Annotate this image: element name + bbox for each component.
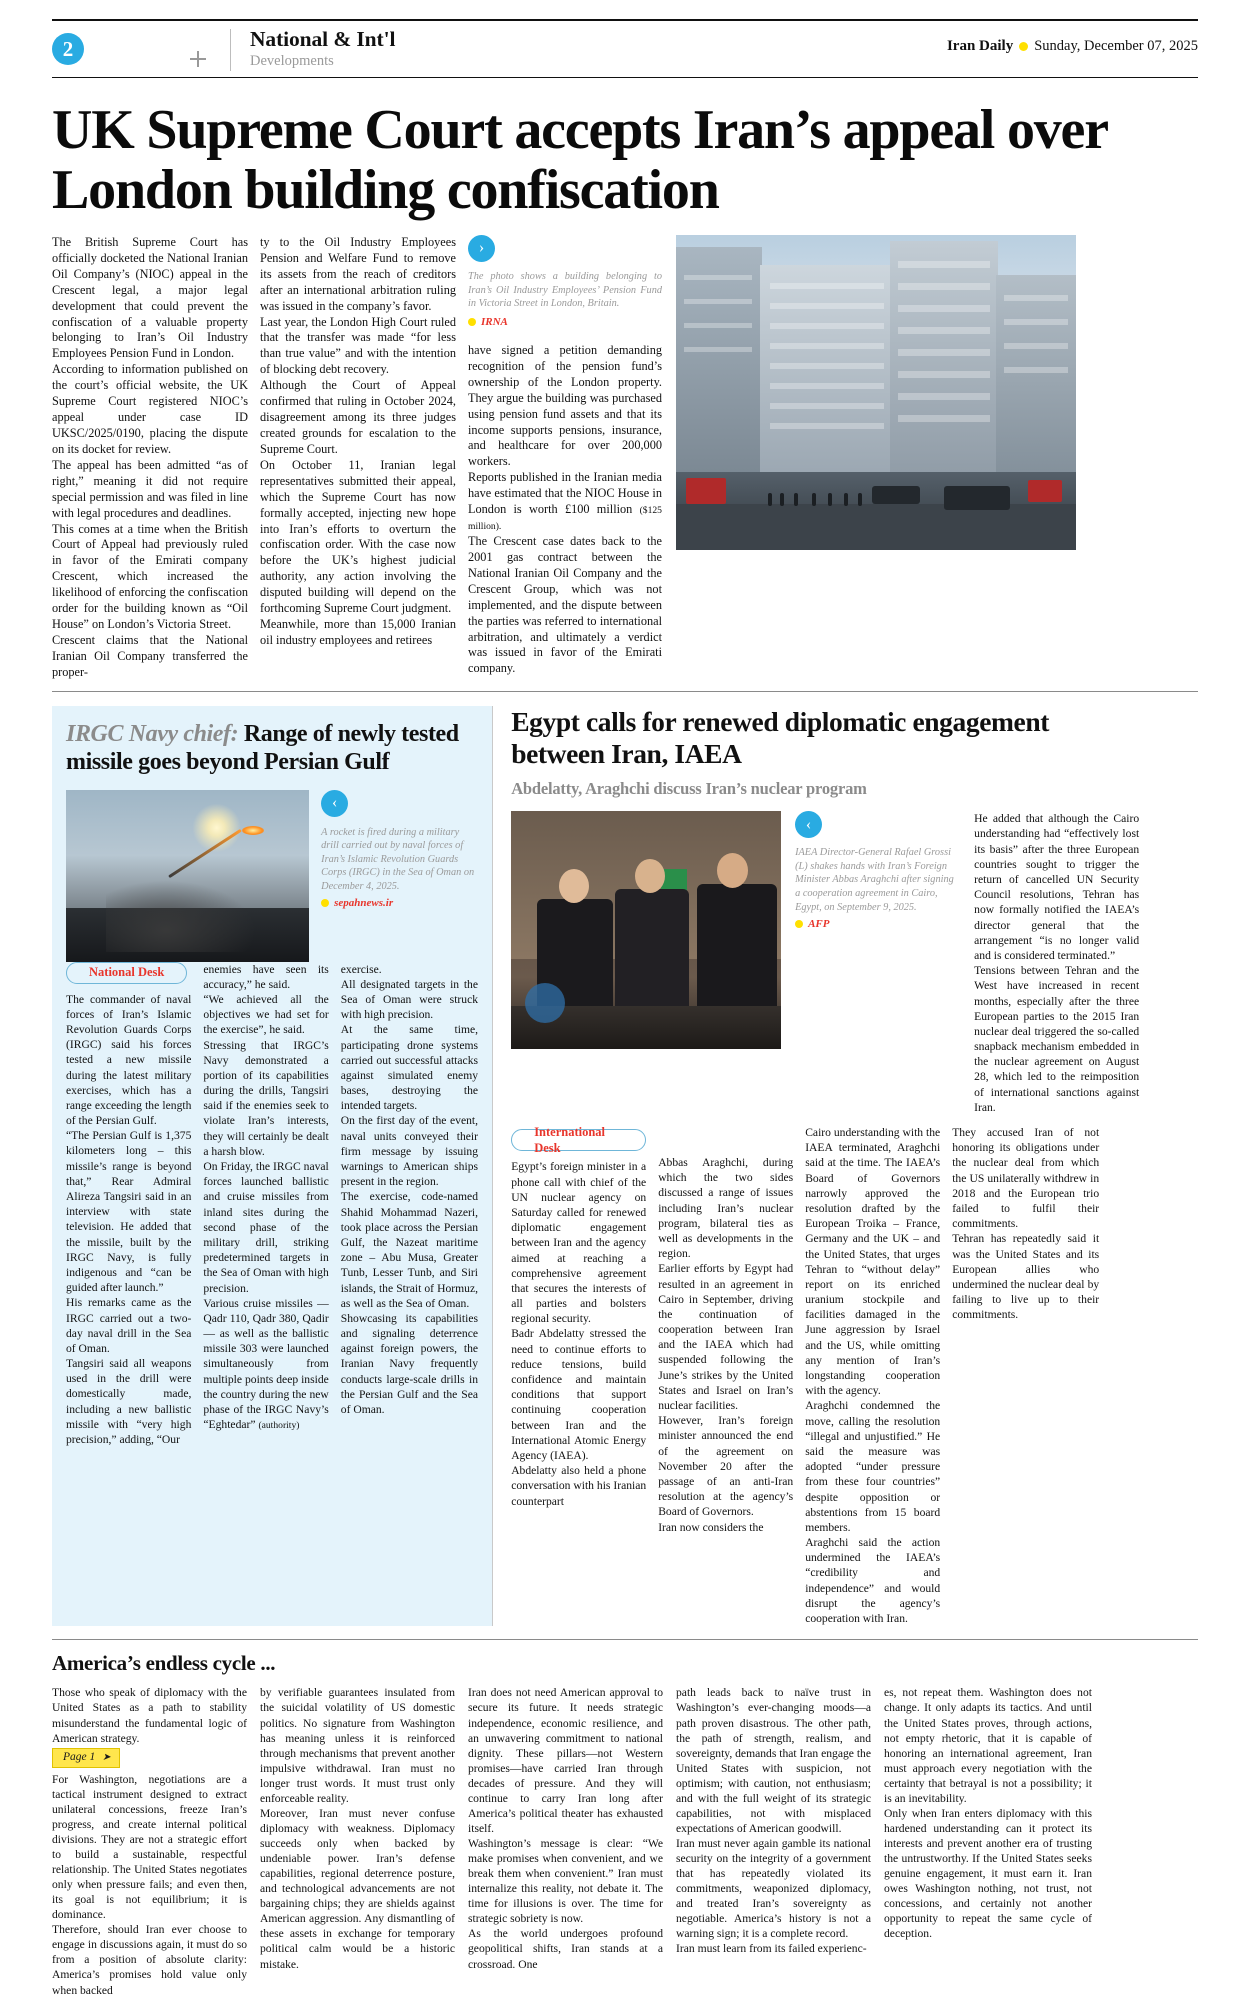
lead-article-body xyxy=(52,235,1198,681)
chevron-right-icon[interactable]: › xyxy=(468,235,495,262)
paragraph: On the first day of the event, naval units conveyed their firm message by issuing warnings to American ships present in the region. xyxy=(340,1114,479,1189)
chevron-left-icon[interactable]: ‹ xyxy=(321,790,348,817)
mid-section xyxy=(52,706,1198,1626)
egypt-subheadline: Abdelatty, Araghchi discuss Iran’s nuclear program xyxy=(511,779,867,799)
paragraph: “The Persian Gulf is 1,375 kilometers long – this missile’s range is beyond that,” Rear Admiral Alireza Tangsiri said in an interview with state television. He added that the missile, built by the IRGC Navy, is fully indigenous and “can be guided after launch.” xyxy=(66,1129,192,1295)
opinion-columns xyxy=(52,1685,1198,1997)
paragraph: Tehran has repeatedly said it was the United States and its European allies who undermined the nuclear deal by failing to live up to their commitments. xyxy=(952,1232,1100,1322)
paragraph: The exercise, code-named Shahid Mohammad Nazeri, took place across the Persian Gulf, the Nazeat maritime zone – Abu Musa, Greater Tunb, Lesser Tunb, and Siri islands, the Strait of Hormuz, as well as the Sea of Oman. xyxy=(340,1190,479,1310)
masthead-brand-date xyxy=(947,38,1198,55)
irgc-columns xyxy=(66,962,478,1448)
paragraph: exercise. xyxy=(340,962,382,976)
egypt-columns xyxy=(511,1125,1139,1626)
paragraph: As the world undergoes profound geopolitical shifts, Iran stands at a crossroad. One xyxy=(468,1927,663,1971)
paragraph: At the same time, participating drone systems carried out successful attacks against simulated enemy bases, destroying the intended targets. xyxy=(340,1023,479,1113)
paragraph: Earlier efforts by Egypt had resulted in an agreement in Cairo in September, driving the continuation of cooperation between Iran and the IAEA which had suspended following the June’s strikes by the United States and Israel on Iran’s nuclear facilities. xyxy=(658,1262,794,1413)
egypt-photo xyxy=(511,811,781,1049)
paragraph: The appeal has been admitted “as of right,” meaning it did not require special permission and was filed in line with legal procedures and deadlines. xyxy=(52,457,248,520)
opinion-column-2 xyxy=(260,1685,468,1997)
masthead-divider xyxy=(230,29,231,71)
opinion-column-1 xyxy=(52,1685,260,1997)
masthead xyxy=(52,19,1198,78)
paragraph: Those who speak of diplomacy with the United States as a path to stability misunderstand the fundamental logic of American strategy. xyxy=(52,1686,247,1745)
yellow-dot-icon xyxy=(468,318,476,326)
paragraph: Egypt’s foreign minister in a phone call with chief of the UN nuclear agency on Saturday called for renewed diplomatic engagement between Iran and the agency aimed at reaching a comprehensive agreement that secures the interests of all parties and bolsters regional security. xyxy=(511,1160,647,1326)
egypt-caption-block xyxy=(795,811,960,1115)
page-reference-badge[interactable] xyxy=(52,1748,120,1768)
paragraph: Stressing that IRGC’s Navy demonstrated a portion of its capabilities during the drills, Tangsiri said if the enemies seek to violate Iran’s interests, they will certainly be dealt a harsh blow. xyxy=(203,1038,329,1158)
paragraph: However, Iran’s foreign minister announced the end of the agreement on November 20 after the passage of an anti-Iran resolution at the agency’s Board of Governors. xyxy=(658,1414,794,1519)
lead-column-1 xyxy=(52,235,260,681)
paragraph: Iran now considers the xyxy=(658,1520,764,1534)
newspaper-page xyxy=(0,19,1250,1997)
section-title: National & Int'l xyxy=(250,27,396,51)
lead-photo-image xyxy=(676,235,1076,550)
paragraph: Showcasing its capabilities and signaling deterrence against foreign powers, the Iranian Navy frequently conducts large-scale drills in the Persian Gulf and the Sea of Oman. xyxy=(340,1311,479,1416)
paragraph: Moreover, Iran must never confuse diplomacy with weakness. Diplomacy succeeds only when backed by undeniable power. Iran’s defense capabilities, regional deterrence posture, and technological advancements are not bargaining chips; they are shields against American aggression. Any dismantling of these assets in exchange for temporary political calm would be a historic mistake. xyxy=(260,1806,455,1971)
paragraph: Tangsiri said all weapons used in the drill were domestically made, including a new ballistic missile with “very high precision,” adding, “Our xyxy=(66,1357,192,1446)
paragraph: Last year, the London High Court ruled that the transfer was made “for less than true value” and with the intention of blocking debt recovery. xyxy=(260,314,456,377)
paragraph: Only when Iran enters diplomacy with this hardened understanding can it protect its interests and prevent another era of trusting the untrustworthy. If the United States seeks genuine engagement, it must earn it. Iran owes Washington nothing, not trust, not concessions, and certainly not another opportunity to repeat the same cycle of deception. xyxy=(884,1806,1092,1941)
paragraph: According to information published on the court’s official website, the UK Supreme Court registered NIOC’s appeal under case ID UKSC/2025/0190, placing the dispute on its docket for review. xyxy=(52,362,248,456)
opinion-headline: America’s endless cycle ... xyxy=(52,1651,276,1676)
egypt-col4-top xyxy=(974,811,1139,1115)
egypt-column-1 xyxy=(511,1125,658,1626)
paragraph: Cairo understanding with the IAEA terminated, Araghchi said at the time. The IAEA’s Board of Governors narrowly approved the resolution drafted by the European Troika – France, Germany and the UK – and the United States, that urges Tehran to “without delay” report on its enriched uranium stockpile and facilities damaged in the June aggression by Israel and the US, while omitting any mention of Iran’s longstanding cooperation with the agency. xyxy=(805,1126,941,1398)
paragraph: On October 11, Iranian legal representatives submitted their appeal, which the Supreme Court has now formally accepted, injecting new hope into Iran’s efforts to overturn the confiscation order. With the case now before the UK’s highest judicial authority, any action involving the disputed building will depend on the forthcoming Supreme Court judgment. xyxy=(260,457,456,616)
lead-column-2 xyxy=(260,235,468,681)
irgc-kicker: IRGC Navy chief: xyxy=(66,720,239,747)
paragraph: Araghchi said the action undermined the IAEA’s “credibility and independence” and would disrupt the agency’s cooperation with Iran. xyxy=(805,1536,941,1626)
paragraph: The British Supreme Court has officially docketed the National Iranian Oil Company’s (NIOC) appeal in the Crescent legal, a major legal development that could prevent the confiscation of a valuable property belonging to Iran’s Oil Industry Employees Pension Fund in London. xyxy=(52,234,248,361)
yellow-dot-icon xyxy=(1019,42,1028,51)
paragraph: He added that although the Cairo understanding had “effectively lost its basis” after the three European countries sought to trigger the return of cancelled UN Security Council resolutions, Tehran has now formally notified the IAEA’s director general that the arrangement “is no longer valid and is considered terminated.” xyxy=(974,812,1140,962)
egypt-column-3 xyxy=(805,1125,952,1626)
egypt-column-2 xyxy=(658,1125,805,1626)
chevron-right-icon: ➤ xyxy=(102,1752,111,1764)
credit-label: IRNA xyxy=(481,315,508,328)
paragraph: Araghchi condemned the move, calling the resolution “illegal and unjustified.” He said the measure was adopted “under pressure from these four countries” despite opposition or abstentions from 15 board members. xyxy=(805,1399,941,1534)
egypt-article xyxy=(493,706,1139,1626)
irgc-article xyxy=(52,706,492,1626)
paragraph: ty to the Oil Industry Employees Pension and Welfare Fund to remove its assets from the reach of creditors after an international arbitration ruling was issued in the company’s favor. xyxy=(260,234,456,313)
irgc-caption-block xyxy=(321,790,478,962)
irgc-column-3 xyxy=(341,962,478,1448)
masthead-rule-top xyxy=(52,19,1198,21)
opinion-column-3 xyxy=(468,1685,676,1997)
paragraph xyxy=(203,1296,328,1433)
lead-photo-caption: The photo shows a building belonging to Iran’s Oil Industry Employees’ Pension Fund in Victoria Street in London, Britain. xyxy=(468,270,662,310)
paragraph: Meanwhile, more than 15,000 Iranian oil industry employees and retirees xyxy=(260,617,456,647)
paragraph: Iran does not need American approval to secure its future. It needs strategic independence, economic resilience, and an unwavering commitment to national dignity. These pillars—not Western promises—have carried Iran through decades of pressure. And they will continue to carry Iran long after America’s political theater has exhausted itself. xyxy=(468,1686,663,1835)
paragraph: All designated targets in the Sea of Oman were struck with high precision. xyxy=(340,977,479,1022)
paragraph-text: Various cruise missiles — Qadr 110, Qadr 380, Qadir — as well as the ballistic missile 303 were launched simultaneously from multiple points deep inside the country during the new phase of the IRGC Navy’s “Eghtedar” xyxy=(203,1296,329,1432)
paragraph: enemies have seen its accuracy,” he said. xyxy=(203,962,329,991)
paragraph: Badr Abdelatty stressed the need to continue efforts to reduce tensions, build confidence and maintain conditions that support continuing cooperation between Iran and the International Atomic Energy Agency (IAEA). xyxy=(511,1327,647,1462)
paragraph: They accused Iran of not honoring its obligations under the nuclear deal from which the US unilaterally withdrew in 2018 and the European trio failed to fulfil their commitments. xyxy=(952,1126,1100,1231)
issue-date: Sunday, December 07, 2025 xyxy=(1034,38,1198,54)
paragraph: by verifiable guarantees insulated from the suicidal volatility of US domestic politics. No signature from Washington has meaning unless it is reinforced through mechanisms that prevent another impulsive withdrawal. Iran must no longer trust words. It must trust only enforceable reality. xyxy=(260,1686,455,1805)
paragraph-text: Reports published in the Iranian media have estimated that the NIOC House in London is worth £100 million xyxy=(468,470,662,517)
egypt-photo-caption: IAEA Director-General Rafael Grossi (L) shakes hands with Iran’s Foreign Minister Abbas Araghchi after signing a cooperation agreement in Cairo, Egypt, on September 9, 2025. xyxy=(795,847,954,913)
opinion-column-4 xyxy=(676,1685,884,1997)
irgc-headline xyxy=(66,720,478,777)
egypt-column-4 xyxy=(952,1125,1099,1626)
lead-inline-note: ($125 million). xyxy=(468,505,662,533)
paragraph: His remarks came as the IRGC carried out a two-day naval drill in the Sea of Oman. xyxy=(66,1296,192,1355)
lead-section-divider xyxy=(52,691,1198,692)
irgc-column-2 xyxy=(203,962,340,1448)
paragraph: Although the Court of Appeal confirmed that ruling in October 2024, disagreement among its three judges created grounds for escalation to the Supreme Court. xyxy=(260,378,456,456)
credit-label: AFP xyxy=(808,918,830,931)
paragraph: On Friday, the IRGC naval forces launched ballistic and cruise missiles from inland sites during the second phase of the military drill, striking predetermined targets in the Sea of Oman with high precision. xyxy=(203,1160,329,1295)
page-number-badge: 2 xyxy=(52,33,84,65)
paragraph: “We achieved all the objectives we had set for the exercise”, he said. xyxy=(203,992,329,1037)
masthead-titles xyxy=(250,27,395,70)
yellow-dot-icon xyxy=(795,920,803,928)
paragraph: The Crescent case dates back to the 2001 gas contract between the National Iranian Oil Company and the Crescent Group, which was not implemented, and the dispute between the parties was referred to international arbitration, and ultimately a verdict was issued in favor of the Emirati company. xyxy=(468,533,662,676)
paragraph: Iran must never again gamble its national security on the integrity of a government that has repeatedly violated its commitments, weaponized diplomacy, and treated Iran’s sovereignty as negotiable. America’s history is not a warning sign; it is a complete record. xyxy=(676,1837,871,1941)
paragraph: Tensions between Tehran and the West have increased in recent months, especially after the three European parties to the 2015 Iran nuclear deal triggered the so-called snapback mechanism embedded in the nuclear agreement on August 28, which led to the reimposition of international sanctions against Iran. xyxy=(974,964,1140,1114)
paragraph: Abdelatty also held a phone conversation with his Iranian counterpart xyxy=(511,1464,647,1508)
paragraph: Washington’s message is clear: “We make promises when convenient, and we break them when convenient.” Iran must internalize this reality, not debate it. The time for illusions is over. The time for strategic sobriety is now. xyxy=(468,1837,663,1926)
paragraph: Crescent claims that the National Iranian Oil Company transferred the proper- xyxy=(52,632,248,679)
egypt-headline: Egypt calls for renewed diplomatic engagement between Iran, IAEA xyxy=(511,705,1049,770)
paragraph: This comes at a time when the British Court of Appeal had previously ruled in favor of the Emirati company Crescent, which increased the likelihood of enforcing the confiscation order for the building known as “Oil House” on London’s Victoria Street. xyxy=(52,521,248,632)
irgc-photo xyxy=(66,790,309,962)
paragraph: es, not repeat them. Washington does not change. It only adapts its tactics. And until the United States proves, through actions, not empty rhetoric, that it is capable of honoring an international agreement, Iran must approach every negotiation with the certainty that betrayal is not a possibility; it is an inevitability. xyxy=(884,1686,1092,1805)
paragraph: For Washington, negotiations are a tactical instrument designed to extract unilateral concessions, freeze Iran’s progress, and create internal political divisions. They are not a strategic effort to build a sustainable, respectful relationship. The United States negotiates only when pressure fails; and even then, its goal is not equilibrium; it is dominance. xyxy=(52,1772,247,1922)
lead-photo-credit xyxy=(468,315,662,329)
lead-headline: UK Supreme Court accepts Iran’s appeal over London building confiscation xyxy=(52,99,1107,222)
irgc-headline-text: Range of newly tested missile goes beyond Persian Gulf xyxy=(66,720,459,776)
opinion-section-divider xyxy=(52,1639,1198,1640)
brand-name: Iran Daily xyxy=(946,38,1014,54)
egypt-photo-credit xyxy=(795,918,960,930)
masthead-rule-bottom xyxy=(52,77,1198,79)
irgc-photo-caption: A rocket is fired during a military drill carried out by naval forces of Iran’s Islamic Revolution Guards Corps (IRGC) in the Sea of Oman on December 4, 2025. xyxy=(321,826,475,892)
paragraph: path leads back to naïve trust in Washington’s ever-changing moods—a path proven disastrous. The other path, the path of strength, realism, and sovereignty, demands that Iran engage the United States with suspicion, not optimism; with caution, not enthusiasm; and with the full weight of its strategic capabilities, not with misplaced expectations of American goodwill. xyxy=(676,1686,871,1835)
paragraph: Iran must learn from its failed experienc- xyxy=(676,1942,867,1956)
opinion-column-5 xyxy=(884,1685,1092,1997)
chevron-left-icon[interactable]: ‹ xyxy=(795,811,822,838)
paragraph: have signed a petition demanding recognition of the pension fund’s ownership of the London property. They argue the building was purchased using pension fund assets and that its income supports pensions, insurance, and healthcare for over 200,000 workers. xyxy=(468,342,662,469)
egypt-media xyxy=(511,811,1139,1115)
credit-label: sepahnews.ir xyxy=(334,897,394,910)
lead-photo xyxy=(676,235,1076,681)
paragraph: Abbas Araghchi, during which the two sides discussed a range of issues including Iran’s nuclear program, bilateral ties as well as developments in the region. xyxy=(658,1156,794,1261)
paragraph: The commander of naval forces of Iran’s Islamic Revolution Guards Corps (IRGC) said his forces tested a new missile during the latest military exercises, which has a range exceeding the length of the Persian Gulf. xyxy=(66,992,192,1128)
irgc-photo-credit xyxy=(321,897,478,909)
irgc-media xyxy=(66,790,478,962)
subsection-title: Developments xyxy=(250,53,334,69)
paragraph xyxy=(468,470,662,534)
yellow-dot-icon xyxy=(321,899,329,907)
desk-badge-national: National Desk xyxy=(66,962,187,984)
page-reference-label: Page 1 xyxy=(63,1751,96,1764)
lead-column-3 xyxy=(468,235,676,681)
irgc-inline-note: (authority) xyxy=(258,1420,300,1432)
desk-badge-international: International Desk xyxy=(511,1129,646,1151)
paragraph: Therefore, should Iran ever choose to engage in discussions again, it must do so from a position of absolute clarity: America’s promises hold value only when backed xyxy=(52,1923,247,1997)
irgc-column-1 xyxy=(66,962,203,1448)
